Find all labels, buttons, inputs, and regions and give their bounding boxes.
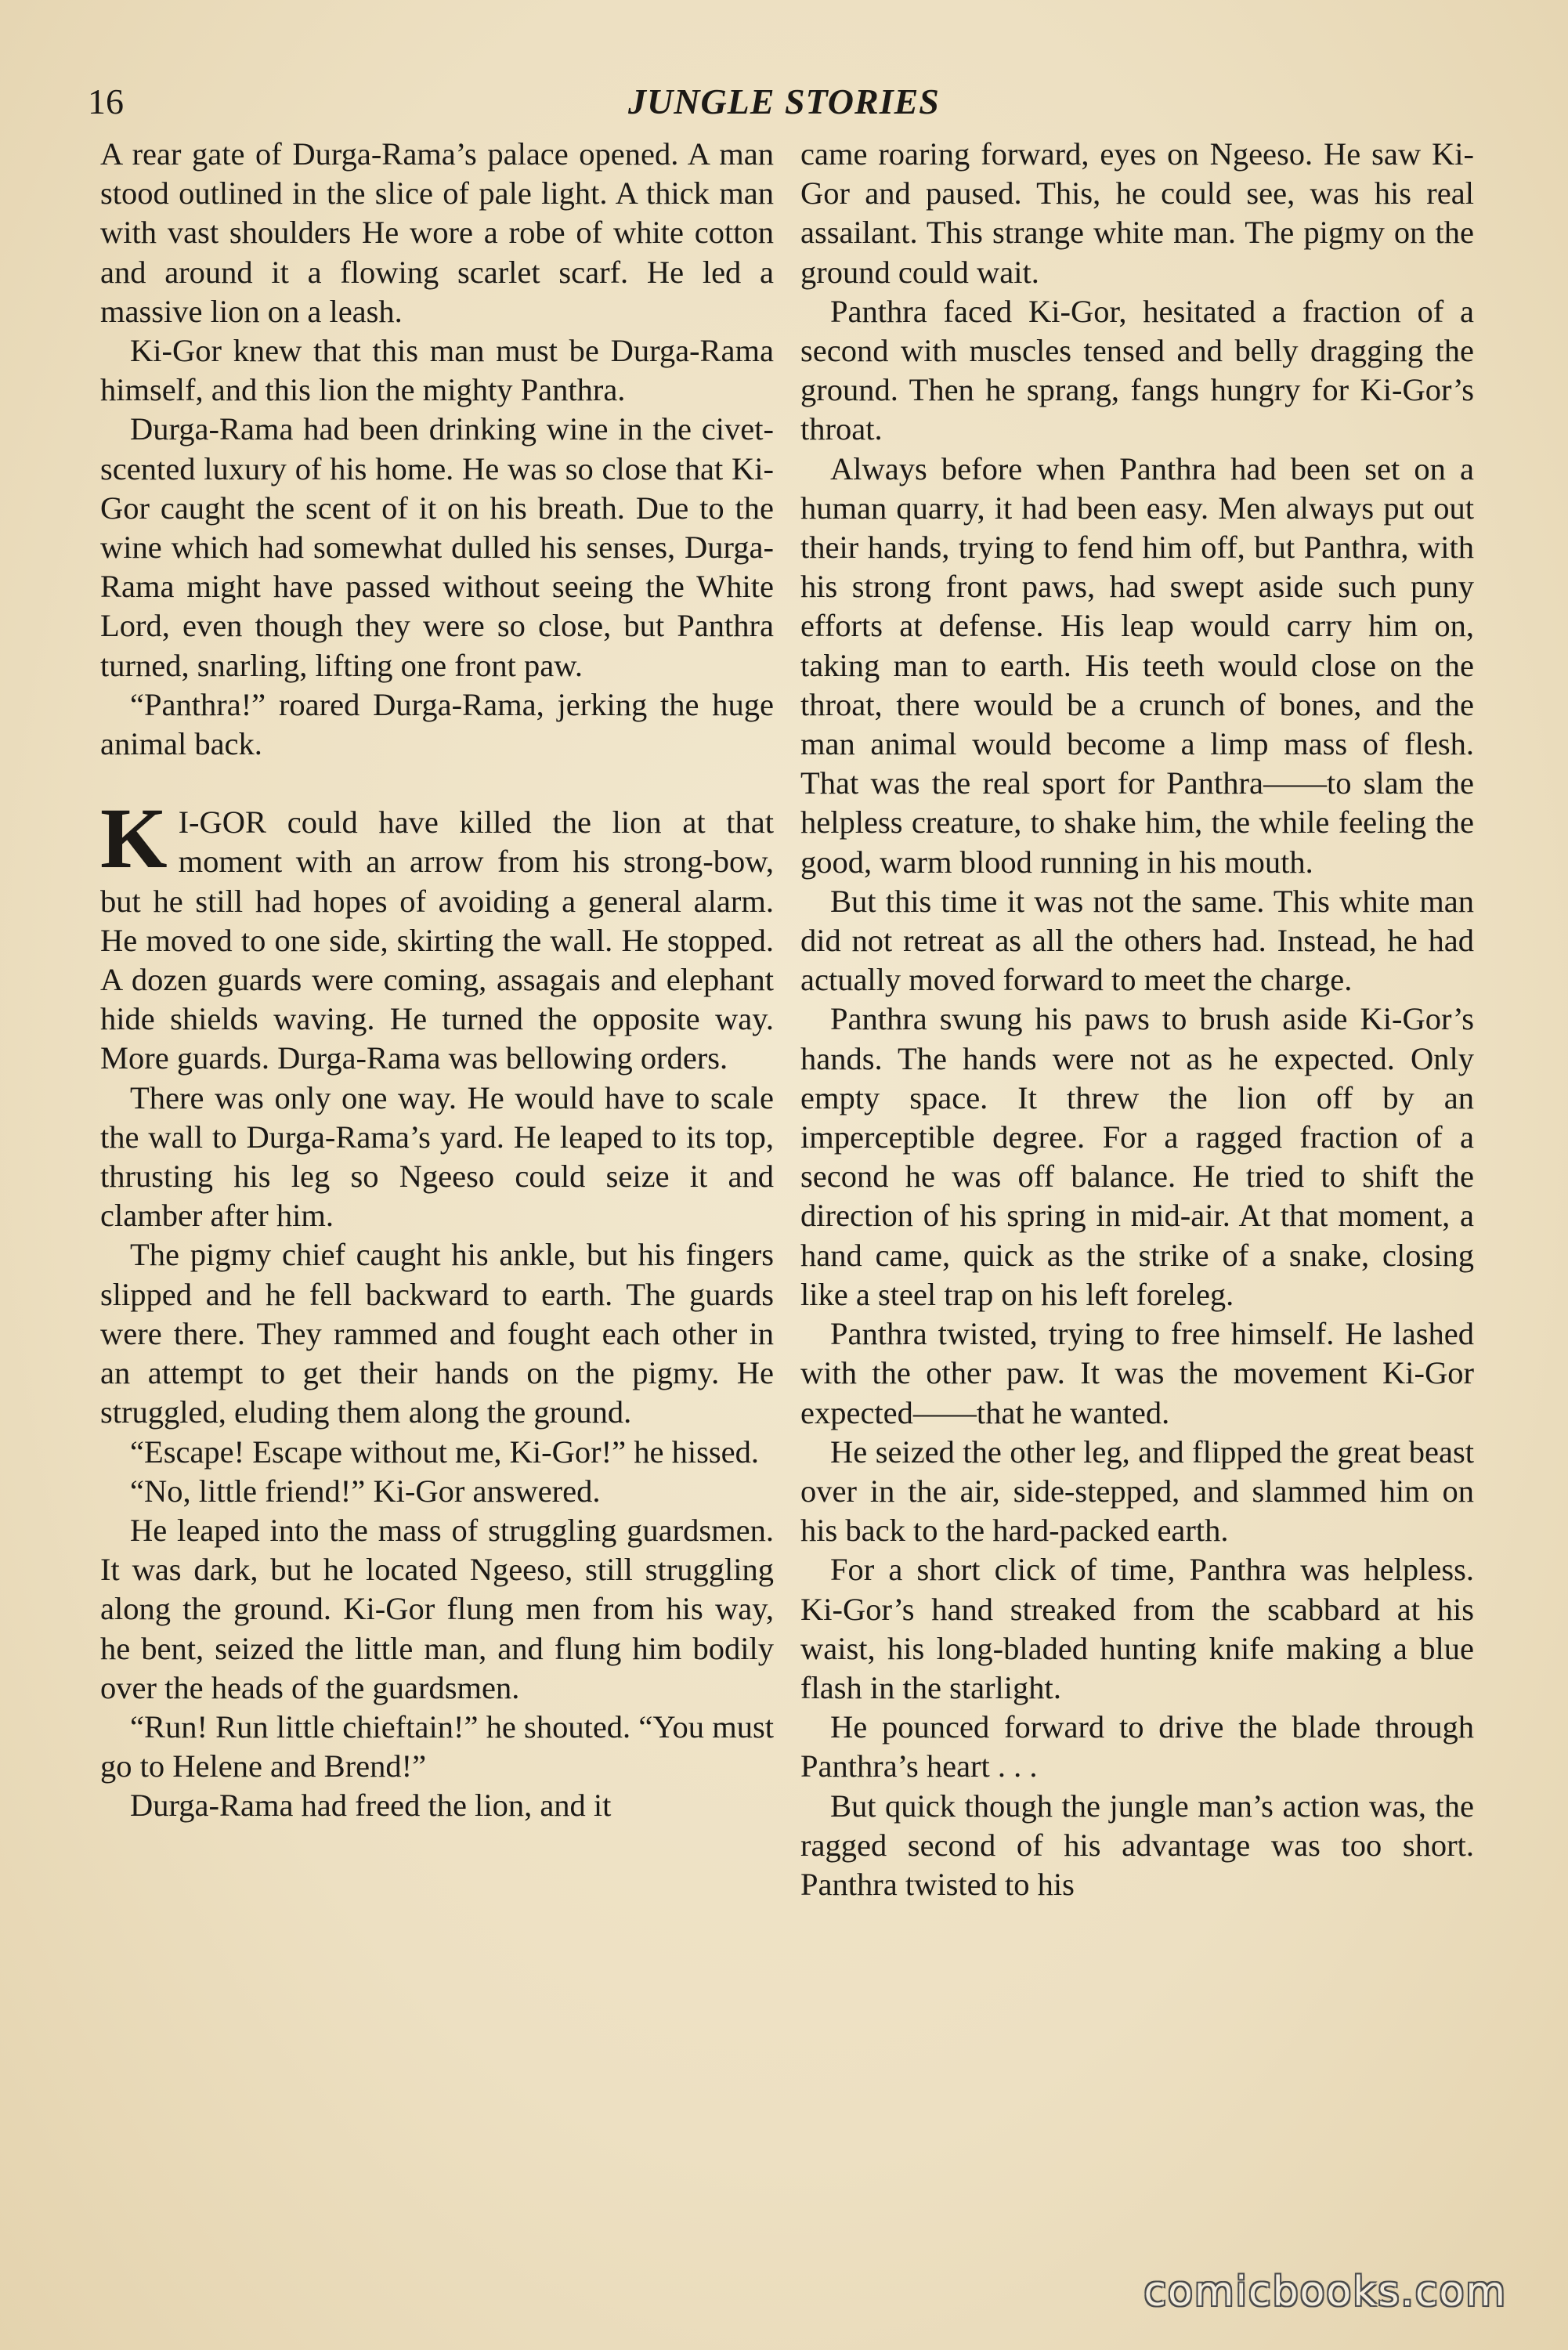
paragraph: Panthra faced Ki-Gor, hesitated a fraction of a second with muscles tensed and belly dragging the ground. Then he sprang, fangs hungry for Ki-Gor’s throat.	[800, 293, 1474, 447]
page-number: 16	[88, 81, 124, 121]
paragraph: Panthra swung his paws to brush aside Ki-Gor’s hands. The hands were not as he expected. Only empty space. It threw the lion off by an imperceptible degree. For a ragged fraction of a second he was off balance. He tried to shift the direction of his spring in mid-air. At that moment, a hand came, quick as the strike of a snake, closing like a steel trap on his left foreleg.	[800, 1001, 1474, 1312]
paragraph: Durga-Rama had been drinking wine in the civet-scented luxury of his home. He was so close that Ki-Gor caught the scent of it on his breath. Due to the wine which had somewhat dulled his senses, Durga-Rama might have passed without seeing the White Lord, even though they were so close, but Panthra turned, snarling, lifting one front paw.	[100, 411, 774, 683]
paragraph: A rear gate of Durga-Rama’s palace opened. A man stood outlined in the slice of pale light. A thick man with vast shoulders He wore a robe of white cotton and around it a flowing scarlet scarf. He led a massive lion on a leash.	[100, 136, 774, 329]
running-head	[88, 78, 1480, 125]
magazine-title: JUNGLE STORIES	[628, 81, 940, 121]
paragraph: Durga-Rama had freed the lion, and it	[130, 1788, 612, 1824]
paragraph: For a short click of time, Panthra was helpless. Ki-Gor’s hand streaked from the scabbard at his waist, his long-bladed hunting knife making a blue flash in the starlight.	[800, 1552, 1474, 1705]
paragraph: He leaped into the mass of struggling guardsmen. It was dark, but he located Ngeeso, still struggling along the ground. Ki-Gor flung men from his way, he bent, seized the little man, and flung him bodily over the heads of the guardsmen.	[100, 1512, 774, 1705]
paragraph: Panthra twisted, trying to free himself. He lashed with the other paw. It was the movement Ki-Gor expected——that he wanted.	[800, 1316, 1474, 1430]
paragraph: But quick though the jungle man’s action was, the ragged second of his advantage was too short. Panthra twisted to his	[800, 1788, 1474, 1902]
paragraph: Ki-Gor knew that this man must be Durga-Rama himself, and this lion the mighty Panthra.	[100, 333, 774, 408]
paragraph: “Panthra!” roared Durga-Rama, jerking the huge animal back.	[100, 686, 774, 762]
paragraph: “Run! Run little chieftain!” he shouted. “You must go to Helene and Brend!”	[100, 1708, 774, 1784]
left-column	[100, 135, 774, 1826]
watermark-logo: comicbooks.com	[1143, 2269, 1507, 2316]
right-column	[800, 135, 1474, 1904]
paragraph: There was only one way. He would have to scale the wall to Durga-Rama’s yard. He leaped to its top, thrusting his leg so Ngeeso could seize it and clamber after him.	[100, 1079, 774, 1234]
section-opening-paragraph	[100, 790, 774, 1078]
section-opening-text: I-GOR could have killed the lion at that moment with an arrow from his strong-bow, but he still had hopes of avoiding a general alarm. He moved to one side, skirting the wall. He stopped. A dozen guards were coming, assagais and elephant hide shields waving. He turned the opposite way. More guards. Durga-Rama was bellowing orders.	[100, 804, 774, 1076]
paragraph: came roaring forward, eyes on Ngeeso. He saw Ki-Gor and paused. This, he could see, was his real assailant. This strange white man. The pigmy on the ground could wait.	[800, 136, 1474, 290]
paragraph: He pounced forward to drive the blade through Panthra’s heart . . .	[800, 1709, 1474, 1784]
paragraph: “Escape! Escape without me, Ki-Gor!” he hissed.	[130, 1434, 759, 1470]
paragraph: But this time it was not the same. This white man did not retreat as all the others had. Instead, he had actually moved forward to meet the charge.	[800, 883, 1474, 998]
paragraph: “No, little friend!” Ki-Gor answered.	[130, 1473, 601, 1509]
drop-cap: K	[100, 790, 168, 887]
paragraph: The pigmy chief caught his ankle, but his fingers slipped and he fell backward to earth. The guards were there. They rammed and fought each other in an attempt to get their hands on the pigmy. He struggled, eluding them along the ground.	[100, 1237, 774, 1430]
paragraph: He seized the other leg, and flipped the great beast over in the air, side-stepped, and slammed him on his back to the hard-packed earth.	[800, 1434, 1474, 1549]
paragraph: Always before when Panthra had been set on a human quarry, it had been easy. Men always put out their hands, trying to fend him off, but Panthra, with his strong front paws, had swept aside such puny efforts at defense. His leap would carry him on, taking man to earth. His teeth would close on the throat, there would be a crunch of bones, and the man animal would become a limp mass of flesh. That was the real sport for Panthra——to slam the helpless creature, to shake him, the while feeling the good, warm blood running in his mouth.	[800, 450, 1474, 880]
